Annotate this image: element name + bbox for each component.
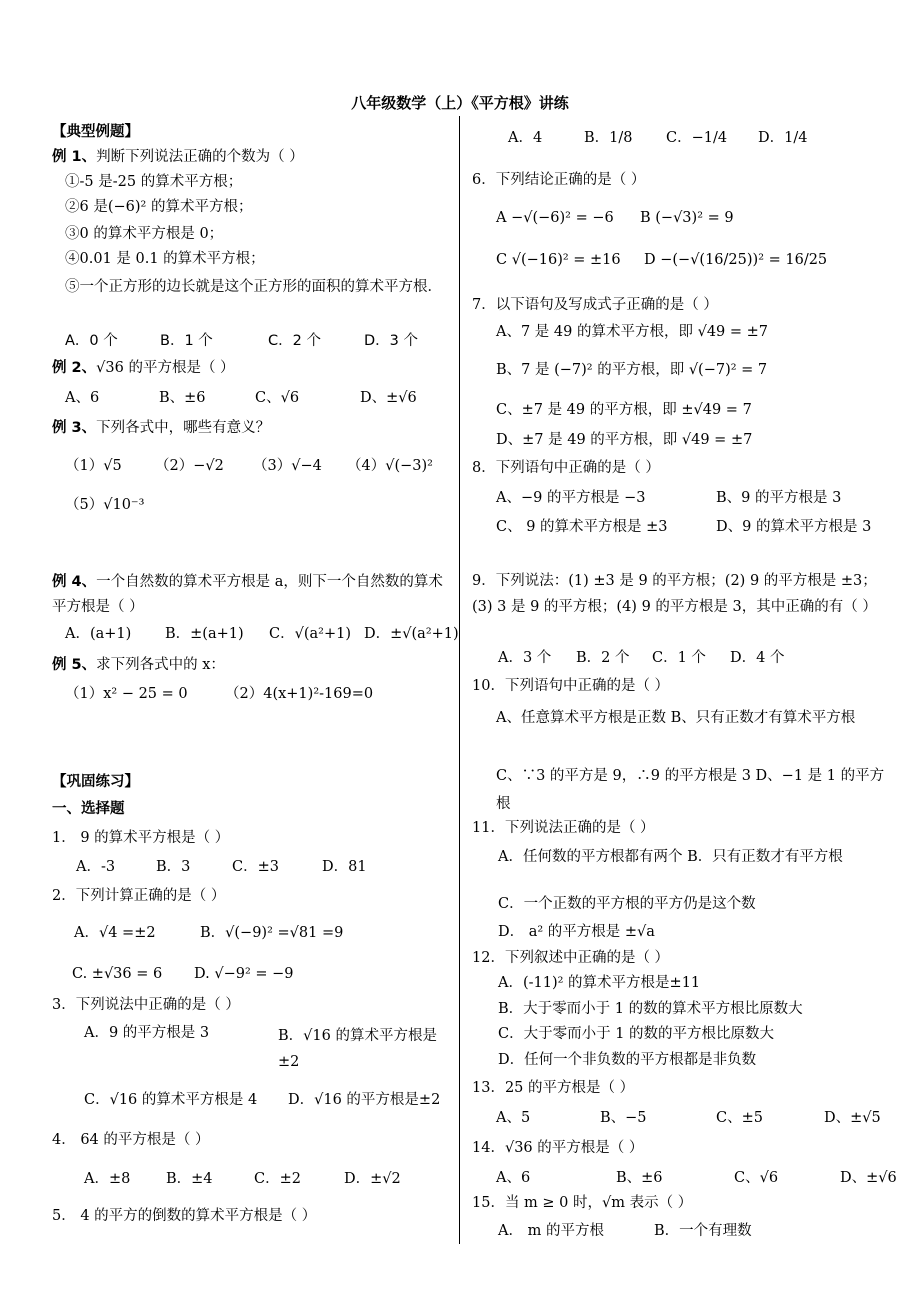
- section-heading: 一、选择题: [52, 801, 125, 817]
- question-11-stem: 11．下列说法正确的是（ ）: [472, 820, 655, 836]
- question-9-stem: 9．下列说法：(1) ±3 是 9 的平方根；(2) 9 的平方根是 ±3；(3) 3 是 9 的平方根；(4) 9 的平方根是 3，其中正确的有（ ）: [472, 573, 877, 615]
- question-13-stem: 13．25 的平方根是（ ）: [472, 1080, 635, 1096]
- page-title: 八年级数学（上）《平方根》讲练: [351, 94, 569, 112]
- question-12-option: A．(-11)² 的算术平方根是±11: [498, 975, 701, 991]
- question-11-options-ab: A．任何数的平方根都有两个 B．只有正数才有平方根: [498, 849, 843, 865]
- question-7-option: C、±7 是 49 的平方根，即 ±√49 = 7: [496, 402, 752, 418]
- example-1-item: ②6 是(−6)² 的算术平方根；: [65, 199, 253, 215]
- example-3-items: （1）√5 （2）−√2 （3）√−4 （4）√(−3)²: [65, 458, 433, 474]
- question-10-options-cd: C、∵3 的平方是 9，∴9 的平方根是 3 D、−1 是 1 的平方根: [496, 768, 885, 812]
- question-3-options-cd: C．√16 的算术平方根是 4 D．√16 的平方根是±2: [84, 1092, 441, 1108]
- typical-heading: 【典型例题】: [52, 124, 139, 140]
- question-2-options-cd: C. ±√36 = 6 D. √−9² = −9: [72, 966, 294, 982]
- question-7-stem: 7．以下语句及写成式子正确的是（ ）: [472, 297, 718, 313]
- question-7-option: D、±7 是 49 的平方根，即 √49 = ±7: [496, 432, 753, 448]
- question-1-stem: 1． 9 的算术平方根是（ ）: [52, 830, 230, 846]
- question-12-stem: 12．下列叙述中正确的是（ ）: [472, 950, 670, 966]
- question-8-options-ab: A、−9 的平方根是 −3 B、9 的平方根是 3: [496, 490, 842, 506]
- question-3-option-b: B．√16 的算术平方根是±2: [278, 1028, 437, 1070]
- question-15-options: A． m 的平方根 B．一个有理数: [498, 1223, 752, 1239]
- question-14-options: A、6 B、±6 C、√6 D、±√6: [496, 1170, 897, 1186]
- question-3-option-a: A．9 的平方根是 3: [84, 1025, 210, 1041]
- example-1-item: ①-5 是-25 的算术平方根；: [65, 174, 243, 190]
- question-7-option: A、7 是 49 的算术平方根，即 √49 = ±7: [496, 324, 769, 340]
- question-3-stem: 3．下列说法中正确的是（ ）: [52, 997, 240, 1013]
- example-3-stem: 例 3、下列各式中，哪些有意义？: [52, 420, 271, 436]
- question-12-option: D．任何一个非负数的平方根都是非负数: [498, 1052, 757, 1068]
- question-2-options-ab: A．√4 =±2 B．√(−9)² =√81 =9: [74, 925, 344, 941]
- example-1-item: ⑤一个正方形的边长就是这个正方形的面积的算术平方根．: [65, 279, 442, 295]
- question-5-stem: 5． 4 的平方的倒数的算术平方根是（ ）: [52, 1208, 317, 1224]
- question-14-stem: 14．√36 的平方根是（ ）: [472, 1140, 644, 1156]
- example-2-stem: 例 2、√36 的平方根是（ ）: [52, 360, 235, 376]
- question-8-options-cd: C、 9 的算术平方根是 ±3 D、9 的算术平方根是 3: [496, 519, 872, 535]
- example-4-stem: 例 4、一个自然数的算术平方根是 a，则下一个自然数的算术平方根是（ ）: [52, 574, 443, 615]
- question-4-options: A．±8 B．±4 C．±2 D．±√2: [84, 1171, 401, 1187]
- question-6-options-ab: A −√(−6)² = −6 B (−√3)² = 9: [496, 210, 734, 226]
- question-2-stem: 2．下列计算正确的是（ ）: [52, 888, 226, 904]
- question-10-stem: 10．下列语句中正确的是（ ）: [472, 678, 670, 694]
- question-6-options-cd: C √(−16)² = ±16 D −(−√(16/25))² = 16/25: [496, 252, 828, 268]
- question-6-stem: 6．下列结论正确的是（ ）: [472, 172, 646, 188]
- question-12-option: B．大于零而小于 1 的数的算术平方根比原数大: [498, 1001, 803, 1017]
- question-15-stem: 15．当 m ≥ 0 时，√m 表示（ ）: [472, 1195, 693, 1211]
- example-5-items: （1）x² − 25 = 0 （2）4(x+1)²-169=0: [65, 686, 374, 702]
- example-1-stem: 例 1、判断下列说法正确的个数为（ ）: [52, 149, 304, 165]
- example-4-options: A．(a+1) B．±(a+1) C．√(a²+1) D．±√(a²+1): [65, 626, 459, 642]
- example-1-item: ③0 的算术平方根是 0；: [65, 226, 224, 242]
- question-5-options: A．4 B．1/8 C．−1/4 D．1/4: [508, 130, 808, 146]
- example-3-item: （5）√10⁻³: [65, 497, 145, 513]
- question-7-option: B、7 是 (−7)² 的平方根，即 √(−7)² = 7: [496, 362, 768, 378]
- example-5-stem: 例 5、求下列各式中的 x：: [52, 657, 225, 673]
- question-9-options: A．3 个 B．2 个 C．1 个 D．4 个: [498, 650, 785, 666]
- question-10-options-ab: A、任意算术平方根是正数 B、只有正数才有算术平方根: [496, 710, 856, 726]
- column-divider: [459, 116, 460, 1244]
- question-1-options: A．-3 B．3 C．±3 D．81: [76, 859, 367, 875]
- example-1-options: A．0 个 B．1 个 C．2 个 D．3 个: [65, 333, 418, 349]
- question-11-option-c: C．一个正数的平方根的平方仍是这个数: [498, 896, 756, 912]
- question-11-option-d: D． a² 的平方根是 ±√a: [498, 924, 655, 940]
- example-2-options: A、6 B、±6 C、√6 D、±√6: [65, 390, 417, 406]
- example-1-item: ④0.01 是 0.1 的算术平方根；: [65, 251, 265, 267]
- question-13-options: A、5 B、−5 C、±5 D、±√5: [496, 1110, 881, 1126]
- question-12-option: C．大于零而小于 1 的数的平方根比原数大: [498, 1026, 775, 1042]
- question-8-stem: 8．下列语句中正确的是（ ）: [472, 460, 660, 476]
- practice-heading: 【巩固练习】: [52, 774, 139, 790]
- question-4-stem: 4． 64 的平方根是（ ）: [52, 1132, 210, 1148]
